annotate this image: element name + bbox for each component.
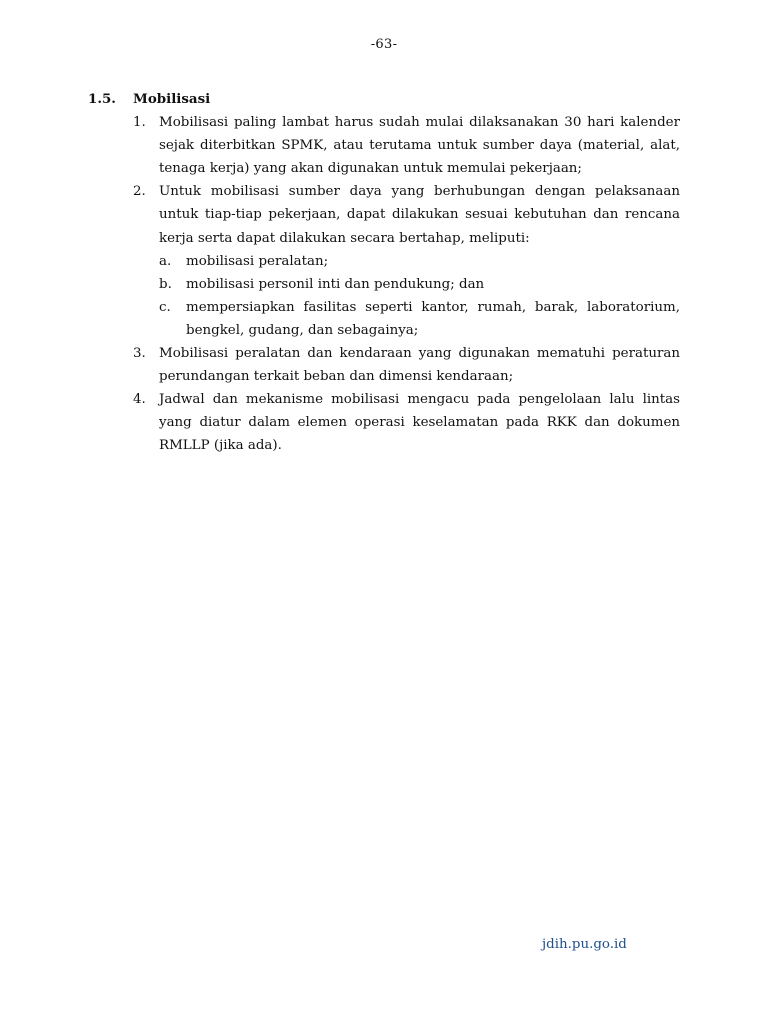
list-item-text: Untuk mobilisasi sumber daya yang berhubungan dengan pelaksanaan untuk tiap-tiap pekerjaan, dapat dilakukan sesuai kebutuhan dan rencana kerja serta dapat dilakukan secara bertahap, meliputi: <box>159 184 680 246</box>
section-title: Mobilisasi <box>133 91 211 107</box>
list-item-text: Jadwal dan mekanisme mobilisasi mengacu pada pengelolaan lalu lintas yang diatur dalam elemen operasi keselamatan pada RKK dan dokumen RMLLP (jika ada). <box>159 392 680 454</box>
list-item-marker: 1. <box>133 115 146 131</box>
list-item-3 <box>88 342 680 388</box>
list-item-marker: 2. <box>133 184 146 200</box>
sub-list-item-marker: a. <box>159 253 172 269</box>
list-item-2 <box>88 180 680 249</box>
list-item-marker: 3. <box>133 346 146 362</box>
list-item-4 <box>88 388 680 457</box>
section-heading <box>88 88 680 111</box>
page-number: -63- <box>370 37 398 52</box>
sub-list-item-text: mobilisasi peralatan; <box>186 253 329 269</box>
footer-website-link[interactable]: jdih.pu.go.id <box>542 937 627 952</box>
sub-list-item-text: mempersiapkan fasilitas seperti kantor, rumah, barak, laboratorium, bengkel, gudang, dan sebagainya; <box>186 299 680 338</box>
sub-list-item-a <box>88 250 680 273</box>
list-item-1 <box>88 111 680 180</box>
sub-list-item-text: mobilisasi personil inti dan pendukung; dan <box>186 276 485 292</box>
list-item-text: Mobilisasi paling lambat harus sudah mulai dilaksanakan 30 hari kalender sejak diterbitkan SPMK, atau terutama untuk sumber daya (material, alat, tenaga kerja) yang akan digunakan untuk memulai pekerjaan; <box>159 115 680 177</box>
document-body <box>88 88 680 458</box>
section-number: 1.5. <box>88 91 116 107</box>
list-item-text: Mobilisasi peralatan dan kendaraan yang digunakan mematuhi peraturan perundangan terkait beban dan dimensi kendaraan; <box>159 346 680 385</box>
sub-list-item-marker: c. <box>159 299 171 315</box>
list-item-marker: 4. <box>133 392 146 408</box>
sub-list-item-b <box>88 273 680 296</box>
sub-list-item-c <box>88 296 680 342</box>
sub-list-item-marker: b. <box>159 276 172 292</box>
